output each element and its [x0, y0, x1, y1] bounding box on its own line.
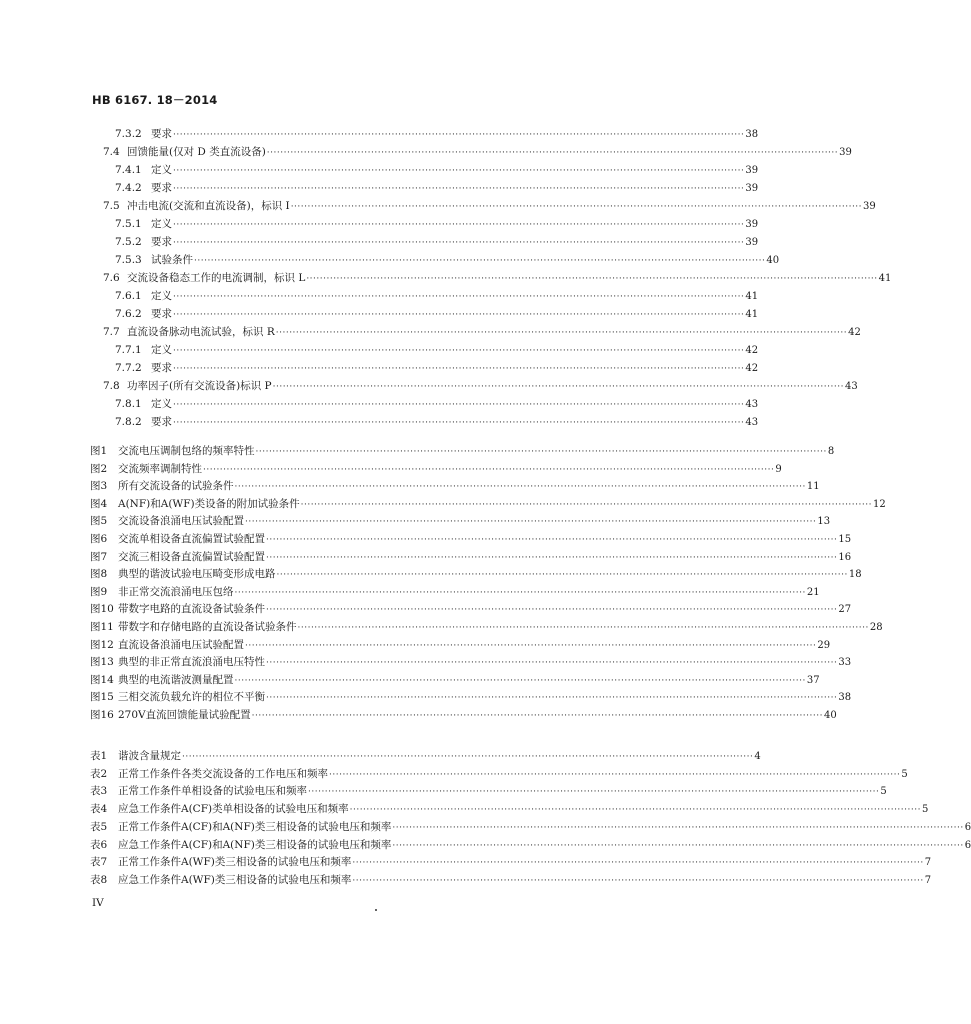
toc-entry-title: 应急工作条件A(CF)和A(NF)类三相设备的试验电压和频率: [118, 839, 392, 851]
toc-entry-title: 正常工作条件A(WF)类三相设备的试验电压和频率: [118, 856, 352, 868]
page-number: IV: [92, 897, 104, 909]
toc-entry-page: 15: [838, 534, 852, 545]
toc-entry-title: 定义: [151, 398, 172, 410]
toc-entry-page: 42: [848, 327, 861, 338]
dot-leader: [182, 750, 753, 765]
dot-leader: [306, 272, 877, 287]
toc-entry[interactable]: [90, 673, 820, 688]
toc-entry-title: 定义: [151, 344, 172, 356]
dot-leader: [245, 515, 816, 530]
dot-leader: [173, 182, 744, 197]
dot-leader: [392, 839, 963, 854]
toc-entry-title: 定义: [151, 164, 172, 176]
toc-entry[interactable]: [115, 163, 759, 178]
toc-entry[interactable]: [90, 690, 852, 705]
dot-leader: [235, 586, 806, 601]
toc-entry[interactable]: [90, 602, 852, 617]
toc-entry[interactable]: [115, 289, 759, 304]
dot-leader: [173, 344, 744, 359]
toc-entry[interactable]: [103, 145, 852, 160]
toc-entry-page: 39: [839, 147, 852, 158]
toc-entry-page: 5: [921, 804, 929, 815]
toc-entry[interactable]: [90, 585, 820, 600]
toc-entry[interactable]: [115, 235, 759, 250]
toc-entry-page: 29: [817, 640, 831, 651]
toc-entry-page: 41: [745, 309, 759, 320]
toc-entry[interactable]: [90, 767, 908, 782]
toc-entry-title: 正常工作条件单相设备的试验电压和频率: [118, 785, 307, 797]
dot-leader: [352, 856, 923, 871]
toc-entry-number: 图15: [90, 691, 114, 703]
toc-entry[interactable]: [90, 873, 932, 888]
toc-entry[interactable]: [103, 271, 892, 286]
toc-entry-page: 40: [766, 255, 780, 266]
toc-entry-number: 表3: [90, 785, 108, 797]
dot-leader: [203, 463, 774, 478]
toc-entry[interactable]: [90, 638, 831, 653]
toc-entry-page: 7: [924, 857, 932, 868]
toc-entry-title: 应急工作条件A(WF)类三相设备的试验电压和频率: [118, 874, 352, 886]
toc-entry-page: 43: [844, 381, 858, 392]
toc-entry-page: 39: [863, 201, 876, 212]
toc-entry-title: 典型的非正常直流浪涌电压特性: [118, 656, 265, 668]
toc-entry-page: 42: [745, 363, 759, 374]
dot-leader: [173, 236, 744, 251]
toc-entry[interactable]: [103, 379, 858, 394]
toc-entry-number: 图8: [90, 568, 108, 580]
toc-entry-number: 7.6.2: [115, 308, 142, 320]
toc-entry-page: 39: [745, 219, 759, 230]
toc-entry-page: 41: [745, 291, 759, 302]
toc-entry-number: 7.6: [103, 272, 120, 284]
toc-entry-number: 图2: [90, 463, 108, 475]
toc-entry[interactable]: [115, 217, 759, 232]
toc-entry-title: 交流设备浪涌电压试验配置: [118, 515, 244, 527]
toc-entry-number: 图14: [90, 674, 114, 686]
toc-entry[interactable]: [115, 307, 759, 322]
toc-entry-title: 非正常交流浪涌电压包络: [118, 586, 234, 598]
toc-entry[interactable]: [90, 497, 886, 512]
toc-entry[interactable]: [90, 532, 852, 547]
toc-entry-title: 功率因子(所有交流设备)标识 P: [127, 380, 272, 392]
toc-entry-title: 回馈能量(仅对 D 类直流设备): [127, 146, 266, 158]
toc-entry[interactable]: [103, 199, 876, 214]
toc-entry-number: 7.4: [103, 146, 120, 158]
dot-leader: [350, 803, 921, 818]
toc-entry-page: 8: [827, 446, 835, 457]
toc-entry-number: 图7: [90, 551, 108, 563]
dot-leader: [352, 874, 923, 889]
dot-leader: [276, 326, 847, 341]
dot-leader: [173, 128, 744, 143]
dot-leader: [266, 656, 837, 671]
toc-entry-title: 定义: [151, 290, 172, 302]
toc-entry-page: 39: [745, 237, 759, 248]
toc-entry-number: 7.5: [103, 200, 120, 212]
toc-entry-number: 7.7.2: [115, 362, 142, 374]
toc-entry-title: 试验条件: [151, 254, 193, 266]
toc-entry-title: 要求: [151, 182, 172, 194]
toc-entry-number: 表4: [90, 803, 108, 815]
toc-entry[interactable]: [115, 343, 759, 358]
toc-entry-title: 典型的电流谐波测量配置: [118, 674, 234, 686]
toc-entry-page: 43: [745, 399, 759, 410]
toc-entry-number: 7.8.2: [115, 416, 142, 428]
toc-entry-number: 7.7.1: [115, 344, 142, 356]
scan-speck: [375, 909, 377, 911]
toc-entry-number: 表7: [90, 856, 108, 868]
toc-entry-number: 7.5.1: [115, 218, 142, 230]
toc-entry[interactable]: [115, 181, 759, 196]
toc-entry-page: 28: [869, 622, 883, 633]
toc-entry[interactable]: [115, 415, 759, 430]
toc-entry-page: 5: [901, 769, 908, 780]
toc-entry-number: 图12: [90, 639, 114, 651]
toc-entry-page: 5: [880, 786, 887, 797]
toc-entry-number: 7.5.2: [115, 236, 142, 248]
toc-entry-page: 11: [806, 481, 820, 492]
toc-entry-page: 4: [754, 751, 761, 762]
toc-entry-page: 39: [745, 165, 759, 176]
dot-leader: [235, 480, 806, 495]
toc-entry-page: 6: [964, 822, 971, 833]
dot-leader: [173, 362, 744, 377]
toc-entry[interactable]: [115, 397, 759, 412]
toc-entry-page: 6: [964, 840, 971, 851]
dot-leader: [266, 533, 837, 548]
toc-entry-title: 应急工作条件A(CF)类单相设备的试验电压和频率: [118, 803, 349, 815]
toc-entry-title: 要求: [151, 362, 172, 374]
toc-entry-title: 带数字电路的直流设备试验条件: [118, 603, 265, 615]
toc-entry-page: 18: [848, 569, 862, 580]
toc-entry-title: 要求: [151, 416, 172, 428]
toc-entry-page: 9: [775, 464, 782, 475]
toc-entry-number: 表5: [90, 821, 108, 833]
toc-entry-number: 图4: [90, 498, 108, 510]
dot-leader: [291, 200, 862, 215]
toc-entry-number: 图6: [90, 533, 108, 545]
dot-leader: [273, 380, 844, 395]
toc-entry-title: 定义: [151, 218, 172, 230]
toc-entry-title: 正常工作条件各类交流设备的工作电压和频率: [118, 768, 328, 780]
toc-entry-page: 38: [745, 129, 759, 140]
dot-leader: [392, 821, 963, 836]
toc-entry-title: 交流设备稳态工作的电流调制，标识 L: [127, 272, 306, 284]
toc-entry-number: 图13: [90, 656, 114, 668]
toc-entry-page: 37: [806, 675, 820, 686]
dot-leader: [329, 768, 900, 783]
toc-entry-title: 要求: [151, 236, 172, 248]
document-header: HB 6167. 18－2014: [92, 93, 218, 107]
toc-entry[interactable]: [115, 127, 759, 142]
dot-leader: [194, 254, 765, 269]
toc-entry-number: 图11: [90, 621, 114, 633]
toc-entry-title: 三相交流负载允许的相位不平衡: [118, 691, 265, 703]
toc-entry-number: 7.3.2: [115, 128, 142, 140]
toc-entry[interactable]: [90, 655, 852, 670]
toc-entry-title: 交流单相设备直流偏置试验配置: [118, 533, 265, 545]
toc-entry-page: 41: [878, 273, 892, 284]
dot-leader: [266, 603, 837, 618]
toc-entry-page: 12: [872, 499, 886, 510]
toc-entry-title: 正常工作条件A(CF)和A(NF)类三相设备的试验电压和频率: [118, 821, 392, 833]
toc-entry[interactable]: [90, 784, 887, 799]
toc-entry-number: 7.8.1: [115, 398, 142, 410]
toc-entry[interactable]: [90, 550, 852, 565]
toc-entry[interactable]: [90, 820, 971, 835]
toc-entry-title: 交流频率调制特性: [118, 463, 202, 475]
dot-leader: [173, 308, 744, 323]
dot-leader: [266, 551, 837, 566]
toc-entry[interactable]: [90, 462, 782, 477]
toc-entry-number: 图5: [90, 515, 108, 527]
toc-entry-title: 所有交流设备的试验条件: [118, 480, 234, 492]
toc-entry-page: 7: [924, 875, 932, 886]
toc-entry-number: 图16: [90, 709, 114, 721]
toc-entry[interactable]: [103, 325, 861, 340]
dot-leader: [173, 416, 744, 431]
dot-leader: [173, 398, 744, 413]
toc-entry-title: 270V直流回馈能量试验配置: [118, 709, 251, 721]
toc-entry-title: A(NF)和A(WF)类设备的附加试验条件: [118, 498, 300, 510]
toc-entry-page: 16: [838, 552, 852, 563]
toc-entry-number: 图3: [90, 480, 108, 492]
dot-leader: [235, 674, 806, 689]
toc-entry-title: 交流电压调制包络的频率特性: [118, 445, 255, 457]
toc-entry[interactable]: [115, 253, 780, 268]
toc-entry-title: 直流设备脉动电流试验，标识 R: [127, 326, 275, 338]
toc-entry-title: 要求: [151, 128, 172, 140]
toc-entry-number: 表8: [90, 874, 108, 886]
toc-entry-title: 带数字和存储电路的直流设备试验条件: [118, 621, 297, 633]
dot-leader: [266, 691, 837, 706]
toc-entry-page: 13: [817, 516, 831, 527]
toc-entry-page: 40: [823, 710, 837, 721]
toc-entry-number: 图10: [90, 603, 114, 615]
toc-entry-page: 27: [838, 604, 852, 615]
toc-entry-number: 7.8: [103, 380, 120, 392]
toc-entry[interactable]: [90, 749, 761, 764]
toc-entry-number: 表1: [90, 750, 108, 762]
toc-entry-number: 7.5.3: [115, 254, 142, 266]
toc-entry[interactable]: [90, 567, 862, 582]
dot-leader: [308, 785, 879, 800]
toc-entry-title: 直流设备浪涌电压试验配置: [118, 639, 244, 651]
dot-leader: [173, 290, 744, 305]
toc-entry-title: 交流三相设备直流偏置试验配置: [118, 551, 265, 563]
dot-leader: [298, 621, 869, 636]
dot-leader: [301, 498, 872, 513]
toc-entry[interactable]: [90, 838, 971, 853]
toc-entry[interactable]: [90, 514, 831, 529]
toc-entry[interactable]: [90, 855, 932, 870]
toc-entry-page: 43: [745, 417, 759, 428]
dot-leader: [173, 218, 744, 233]
toc-entry-number: 表6: [90, 839, 108, 851]
toc-entry-number: 图9: [90, 586, 108, 598]
toc-entry-number: 图1: [90, 445, 108, 457]
dot-leader: [277, 568, 848, 583]
dot-leader: [245, 639, 816, 654]
toc-entry[interactable]: [90, 708, 837, 723]
toc-entry-page: 39: [745, 183, 759, 194]
toc-entry[interactable]: [90, 444, 835, 459]
toc-entry-title: 要求: [151, 308, 172, 320]
toc-entry-number: 7.4.1: [115, 164, 142, 176]
toc-entry-title: 冲击电流(交流和直流设备)，标识 I: [127, 200, 290, 212]
toc-entry[interactable]: [115, 361, 759, 376]
toc-entry-number: 7.6.1: [115, 290, 142, 302]
dot-leader: [256, 445, 827, 460]
toc-entry[interactable]: [90, 479, 820, 494]
dot-leader: [267, 146, 838, 161]
toc-entry-page: 21: [806, 587, 820, 598]
toc-entry[interactable]: [90, 620, 883, 635]
toc-entry-title: 典型的谐波试验电压畸变形成电路: [118, 568, 276, 580]
toc-entry-number: 7.4.2: [115, 182, 142, 194]
dot-leader: [173, 164, 744, 179]
toc-entry[interactable]: [90, 802, 929, 817]
toc-entry-title: 谐波含量规定: [118, 750, 181, 762]
toc-entry-page: 38: [838, 692, 852, 703]
toc-entry-number: 7.7: [103, 326, 120, 338]
toc-entry-page: 33: [838, 657, 852, 668]
toc-entry-number: 表2: [90, 768, 108, 780]
toc-entry-page: 42: [745, 345, 759, 356]
dot-leader: [252, 709, 823, 724]
